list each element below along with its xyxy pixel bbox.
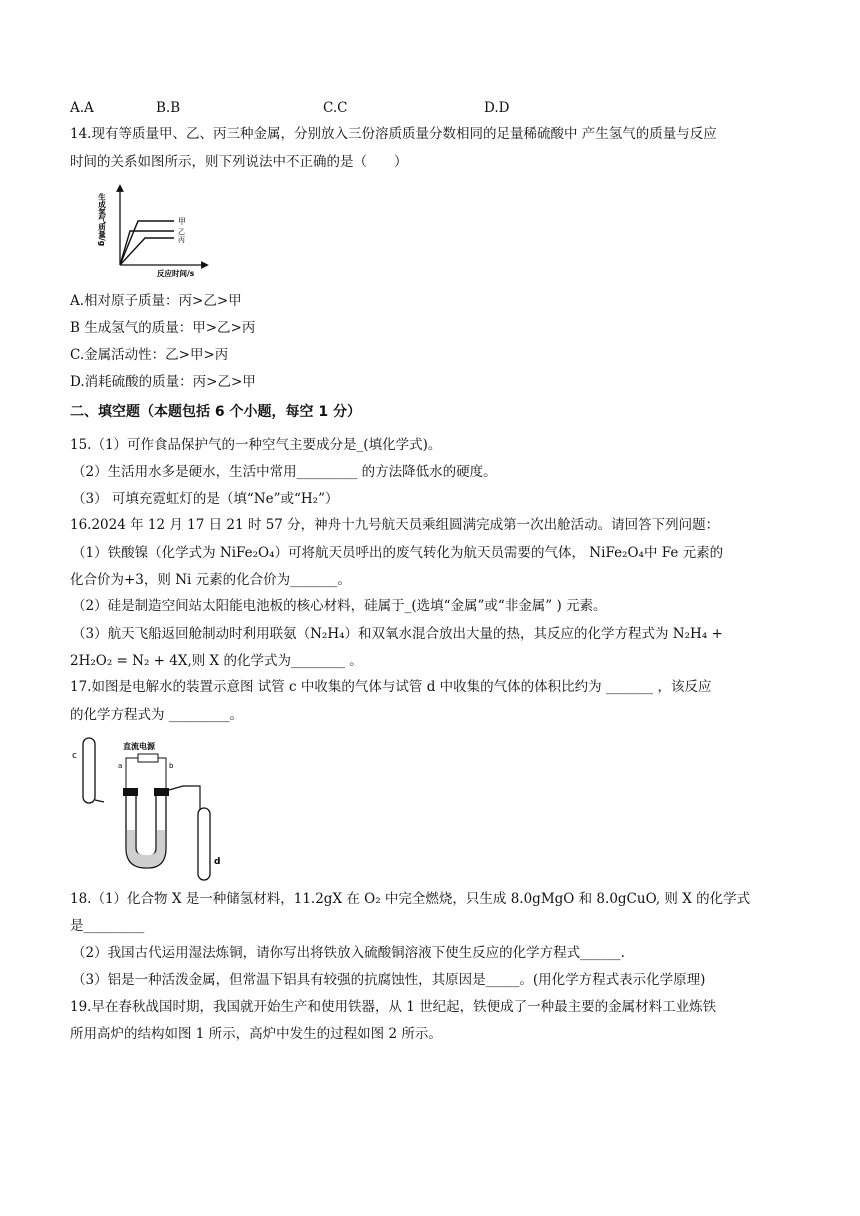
series-line-yi: [120, 231, 174, 265]
label-d: d: [214, 857, 221, 867]
power-source-box: [138, 754, 158, 762]
q13-option-a: A.A: [70, 100, 94, 116]
q13-option-d: D.D: [484, 100, 510, 116]
q14-stem-line1: 14.现有等质量甲、乙、丙三种金属，分别放入三份溶质质量分数相同的足量稀硫酸中 产生氢气的质量与反应: [70, 126, 717, 142]
label-b: b: [169, 762, 174, 770]
q13-option-b: B.B: [156, 100, 181, 116]
q19-line2: 所用高炉的结构如图 1 所示，高炉中发生的过程如图 2 所示。: [70, 1026, 442, 1042]
q16-line6: 2H₂O₂ = N₂ + 4X,则 X 的化学式为________ 。: [70, 653, 363, 669]
series-label-yi: 乙: [178, 228, 185, 236]
label-a: a: [118, 762, 123, 770]
q17-line2: 的化学方程式为 _________。: [70, 707, 244, 723]
q14-option-a: A.相对原子质量：丙>乙>甲: [70, 293, 242, 309]
q14-option-d: D.消耗硫酸的质量：丙>乙>甲: [70, 374, 256, 390]
q18-line1: 18.（1）化合物 X 是一种储氢材料，11.2gX 在 O₂ 中完全燃烧，只生成 8.0gMgO 和 8.0gCuO, 则 X 的化学式: [70, 891, 751, 907]
q16-line2: （1）铁酸镍（化学式为 NiFe₂O₄）可将航天员呼出的废气转化为航天员需要的气体， NiFe₂O₄中 Fe 元素的: [72, 545, 724, 561]
q17-line1: 17.如图是电解水的装置示意图 试管 c 中收集的气体与试管 d 中收集的气体的体积比约为 _______ ，该反应: [70, 679, 712, 695]
power-source-label: 直流电源: [123, 742, 155, 751]
q16-line3: 化合价为+3，则 Ni 元素的化合价为_______。: [70, 572, 351, 588]
q14-option-c: C.金属活动性：乙>甲>丙: [70, 347, 229, 363]
x-axis-label: 反应时间/s: [157, 269, 195, 278]
q15-line1: 15.（1）可作食品保护气的一种空气主要成分是_(填化学式)。: [70, 437, 442, 453]
label-c: c: [72, 751, 77, 761]
series-line-bing: [120, 238, 174, 265]
test-tube-d: [198, 808, 210, 880]
q16-line1: 16.2024 年 12 月 17 日 21 时 57 分，神舟十九号航天员乘组圆满完成第一次出舱活动。请回答下列问题：: [70, 517, 720, 533]
q14-stem-line2: 时间的关系如图所示，则下列说法中不正确的是（ ）: [70, 154, 408, 170]
q17-electrolysis-figure: [68, 730, 228, 880]
series-label-bing: 丙: [178, 236, 185, 244]
q18-line2: 是_________: [70, 918, 145, 934]
q18-line4: （3）铝是一种活泼金属，但常温下铝具有较强的抗腐蚀性，其原因是_____。(用化学方程式表示化学原理): [72, 972, 706, 988]
q13-option-c: C.C: [323, 100, 348, 116]
q18-line3: （2）我国古代运用湿法炼铜，请你写出将铁放入硫酸铜溶液下使生反应的化学方程式______.: [72, 945, 625, 961]
section-title: 二、填空题（本题包括 6 个小题，每空 1 分）: [70, 404, 361, 420]
test-tube-c: [83, 738, 95, 803]
water-fill: [127, 830, 165, 867]
q16-line5: （3）航天飞船返回舱制动时利用联氨（N₂H₄）和双氧水混合放出大量的热，其反应的化学方程式为 N₂H₄ +: [72, 626, 723, 642]
q14-hydrogen-chart: [97, 183, 210, 278]
q14-option-b: B 生成氢气的质量：甲>乙>丙: [70, 320, 256, 336]
q16-line4: （2）硅是制造空间站太阳能电池板的核心材料，硅属于_(选填“金属”或“非金属” ) 元素。: [72, 598, 607, 614]
y-axis-label: 生成氢气质量/g: [97, 193, 107, 247]
series-label-jia: 甲: [178, 217, 186, 226]
q19-line1: 19.早在春秋战国时期，我国就开始生产和使用铁器，从 1 世纪起，铁便成了一种最主要的金属材料工业炼铁: [70, 999, 717, 1015]
q15-line2: （2）生活用水多是硬水，生活中常用_________ 的方法降低水的硬度。: [72, 464, 497, 480]
series-line-jia: [120, 221, 174, 265]
q15-line3: （3） 可填充霓虹灯的是（填“Ne”或“H₂”）: [72, 491, 339, 507]
